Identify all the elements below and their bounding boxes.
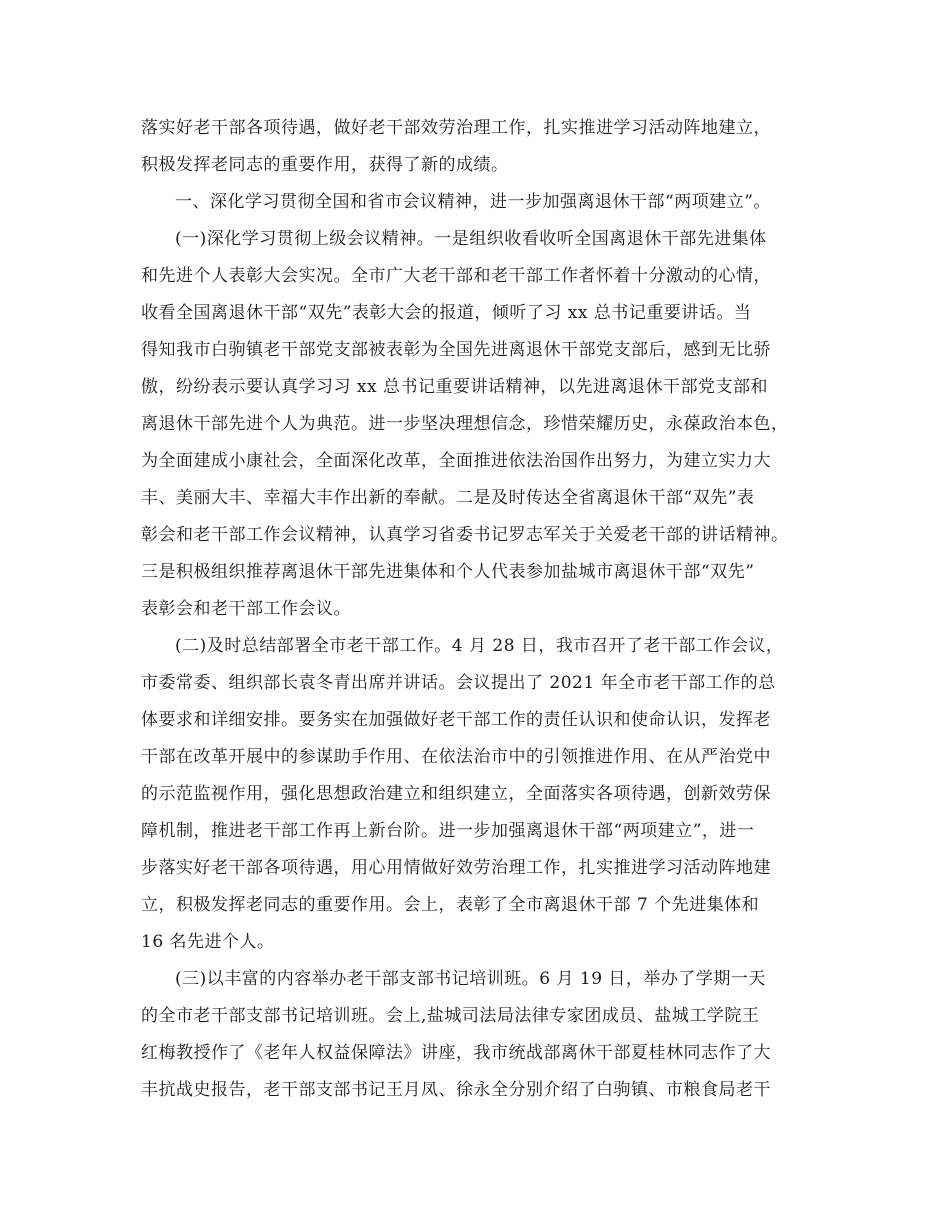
text-line: 落实好老干部各项待遇，做好老干部效劳治理工作，扎实推进学习活动阵地建立， [141,118,771,138]
text-line: 傲，纷纷表示要认真学习习 xx 总书记重要讲话精神，以先进离退休干部党支部和 [141,377,768,397]
text-line: 丰抗战史报告，老干部支部书记王月凤、徐永全分别介绍了白驹镇、市粮食局老干 [141,1080,771,1100]
text-line: 丰、美丽大丰、幸福大丰作出新的奉献。二是及时传达全省离退休干部“双先”表 [141,488,755,508]
text-line: 障机制，推进老干部工作再上新台阶。进一步加强离退休干部“两项建立”，进一 [141,821,755,841]
text-line: 体要求和详细安排。要务实在加强做好老干部工作的责任认识和使命认识，发挥老 [141,710,771,730]
text-line: 红梅教授作了《老年人权益保障法》讲座，我市统战部离休干部夏桂林同志作了大 [141,1043,771,1063]
text-line: 的示范监视作用，强化思想政治建立和组织建立，全面落实各项待遇，创新效劳保 [141,784,771,804]
text-line: 16 名先进个人。 [141,932,275,952]
text-line: 和先进个人表彰大会实况。全市广大老干部和老干部工作者怀着十分激动的心情， [141,266,771,286]
text-line: 三是积极组织推荐离退休干部先进集体和个人代表参加盐城市离退休干部“双先” [141,562,755,582]
text-line: 干部在改革开展中的参谋助手作用、在依法治市中的引领推进作用、在从严治党中 [141,747,771,767]
section-heading: 一、深化学习贯彻全国和省市会议精神，进一步加强离退休干部“两项建立”。 [175,192,771,212]
text-line: 市委常委、组织部长袁冬青出席并讲话。会议提出了 2021 年全市老干部工作的总 [141,673,776,693]
subsection-heading: (三)以丰富的内容举办老干部支部书记培训班。6 月 19 日，举办了学期一天 [175,969,766,989]
text-line: 彰会和老干部工作会议精神，认真学习省委书记罗志军关于关爱老干部的讲话精神。 [141,525,789,545]
text-line: 步落实好老干部各项待遇，用心用情做好效劳治理工作，扎实推进学习活动阵地建 [141,858,771,878]
text-line: 收看全国离退休干部“双先”表彰大会的报道，倾听了习 xx 总书记重要讲话。当 [141,303,752,323]
text-line: 立，积极发挥老同志的重要作用。会上，表彰了全市离退休干部 7 个先进集体和 [141,895,760,915]
text-line: 积极发挥老同志的重要作用，获得了新的成绩。 [141,155,509,175]
subsection-heading: (二)及时总结部署全市老干部工作。4 月 28 日，我市召开了老干部工作会议， [175,636,784,656]
text-line: 离退休干部先进个人为典范。进一步坚决理想信念，珍惜荣耀历史，永葆政治本色， [141,414,789,434]
subsection-heading: (一)深化学习贯彻上级会议精神。一是组织收看收听全国离退休干部先进集体 [175,229,767,249]
text-line: 的全市老干部支部书记培训班。会上,盐城司法局法律专家团成员、盐城工学院王 [141,1006,760,1026]
text-line: 为全面建成小康社会，全面深化改革，全面推进依法治国作出努力，为建立实力大 [141,451,771,471]
text-line: 表彰会和老干部工作会议。 [141,599,351,619]
text-line: 得知我市白驹镇老干部党支部被表彰为全国先进离退休干部党支部后，感到无比骄 [141,340,771,360]
